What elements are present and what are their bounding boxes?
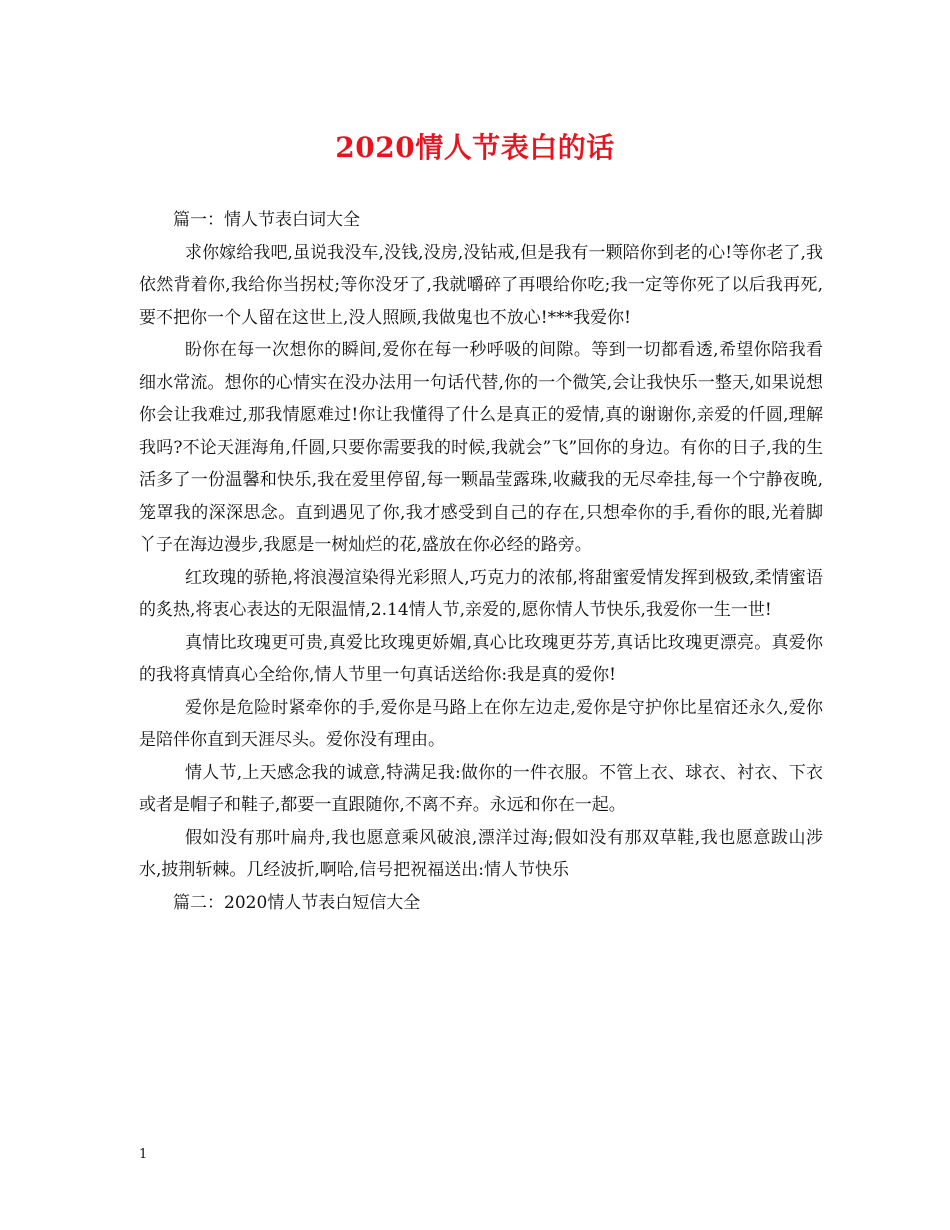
paragraph-2: 盼你在每一次想你的瞬间,爱你在每一秒呼吸的间隙。等到一切都看透,希望你陪我看细水常流。想你的心情实在没办法用一句话代替,你的一个微笑,会让我快乐一整天,如果说想你会让我难过,那我情愿难过!你让我懂得了什么是真正的爱情,真的谢谢你,亲爱的仟圆,理解我吗?不论天涯海角,仟圆,只要你需要我的时候,我就会”飞”回你的身边。有你的日子,我的生活多了一份温馨和快乐,我在爱里停留,每一颗晶莹露珠,收藏我的无尽牵挂,每一个宁静夜晚,笼罩我的深深思念。直到遇见了你,我才感受到自己的存在,只想牵你的手,看你的眼,光着脚丫子在海边漫步,我愿是一树灿烂的花,盛放在你必经的路旁。 [139, 340, 823, 555]
section-heading-2: 篇二：2020情人节表白短信大全 [173, 892, 421, 913]
paragraph-7: 假如没有那叶扁舟,我也愿意乘风破浪,漂洋过海;假如没有那双草鞋,我也愿意跋山涉水,披荆斩棘。几经波折,啊哈,信号把祝福送出:情人节快乐 [139, 827, 823, 880]
paragraph-3: 红玫瑰的骄艳,将浪漫渲染得光彩照人,巧克力的浓郁,将甜蜜爱情发挥到极致,柔情蜜语的炙热,将衷心表达的无限温情,2.14情人节,亲爱的,愿你情人节快乐,我爱你一生一世! [139, 567, 823, 620]
paragraph-4: 真情比玫瑰更可贵,真爱比玫瑰更娇媚,真心比玫瑰更芬芳,真话比玫瑰更漂亮。真爱你的我将真情真心全给你,情人节里一句真话送给你:我是真的爱你! [139, 632, 823, 685]
page-number: 1 [139, 1147, 148, 1162]
document-body [139, 204, 823, 919]
paragraph-5: 爱你是危险时紧牵你的手,爱你是马路上在你左边走,爱你是守护你比星宿还永久,爱你是陪伴你直到天涯尽头。爱你没有理由。 [139, 697, 823, 750]
section-heading-1: 篇一：情人节表白词大全 [173, 210, 360, 230]
document-title: 2020情人节表白的话 [335, 131, 615, 164]
paragraph-6: 情人节,上天感念我的诚意,特满足我:做你的一件衣服。不管上衣、球衣、衬衣、下衣或者是帽子和鞋子,都要一直跟随你,不离不弃。永远和你在一起。 [139, 762, 823, 815]
paragraph-1: 求你嫁给我吧,虽说我没车,没钱,没房,没钻戒,但是我有一颗陪你到老的心!等你老了,我依然背着你,我给你当拐杖;等你没牙了,我就嚼碎了再喂给你吃;我一定等你死了以后我再死,要不把你一个人留在这世上,没人照顾,我做鬼也不放心!***我爱你! [139, 242, 823, 328]
